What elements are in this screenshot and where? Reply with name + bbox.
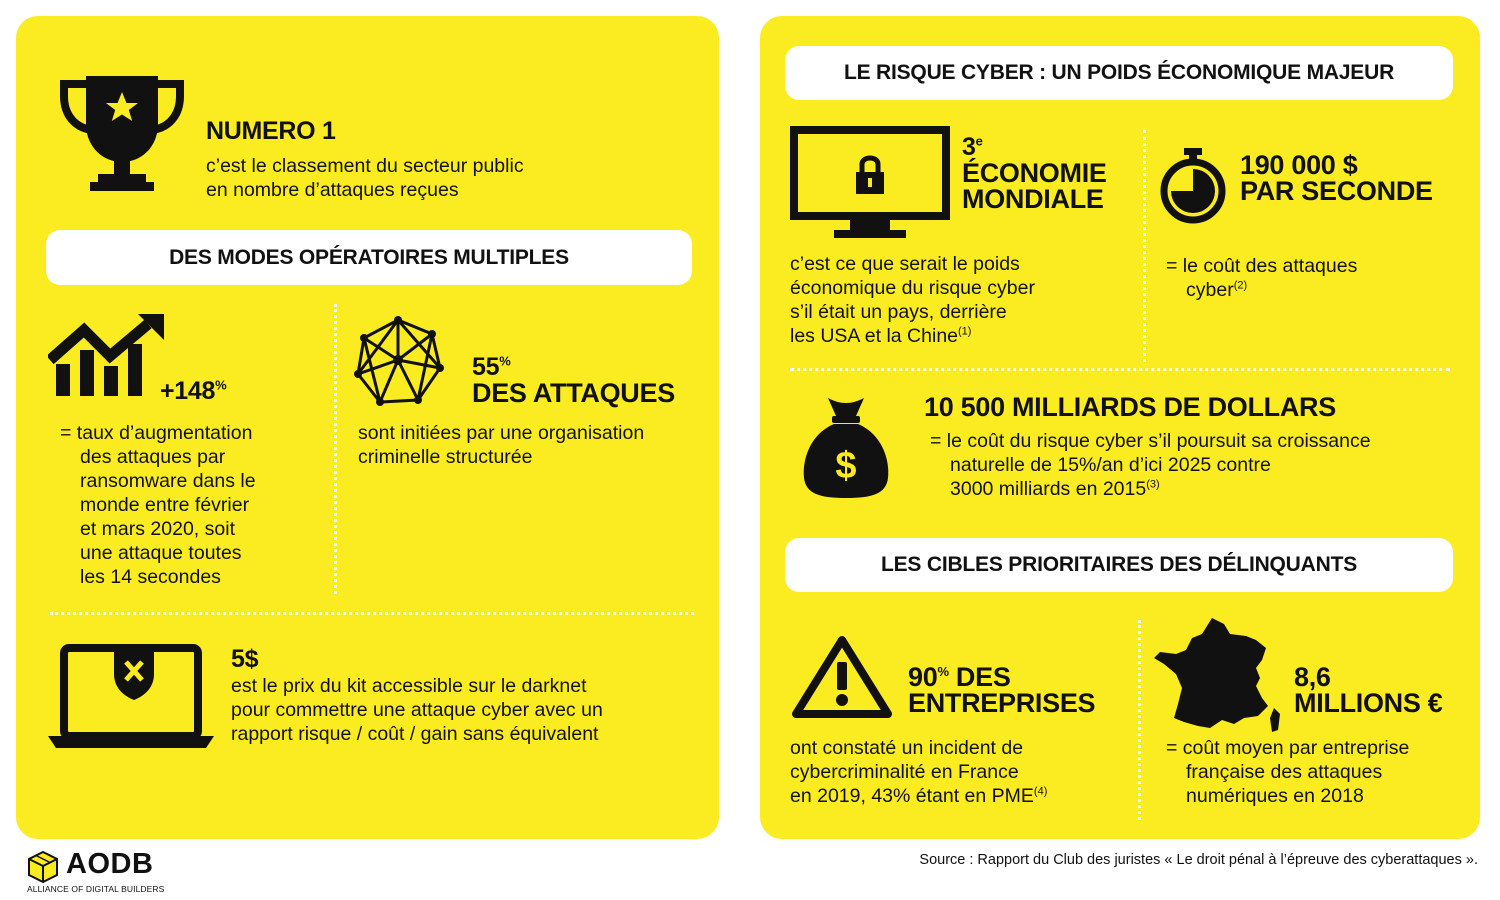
seconde-line-2 bbox=[1186, 278, 1247, 302]
laptop-shield-icon bbox=[46, 644, 216, 752]
cube-logo-icon bbox=[26, 850, 60, 884]
attaques-line-2: criminelle structurée bbox=[358, 446, 533, 468]
seconde-title-1: 190 000 $ bbox=[1240, 150, 1358, 180]
right-header: LE RISQUE CYBER : UN POIDS ÉCONOMIQUE MAJEUR bbox=[785, 46, 1453, 100]
modes-title: DES MODES OPÉRATOIRES MULTIPLES bbox=[46, 230, 692, 285]
economie-line-3: s’il était un pays, derrière bbox=[790, 301, 1007, 323]
ransomware-line-1: = taux d’augmentation bbox=[60, 422, 253, 444]
economie-line-4-text: les USA et la Chine bbox=[790, 325, 959, 347]
economie-ref: (1) bbox=[958, 325, 972, 338]
millions-line-3: numériques en 2018 bbox=[1186, 785, 1364, 807]
milliards-line-1: = le coût du risque cyber s’il poursuit sa croissance bbox=[930, 430, 1371, 452]
cibles-title: LES CIBLES PRIORITAIRES DES DÉLINQUANTS bbox=[785, 538, 1453, 592]
right-horizontal-divider bbox=[790, 368, 1450, 371]
ransomware-unit: % bbox=[215, 377, 227, 393]
attaques-title: DES ATTAQUES bbox=[472, 378, 675, 408]
vertical-divider bbox=[334, 304, 337, 594]
entreprises-line-3 bbox=[790, 784, 1047, 808]
kit-line-3: rapport risque / coût / gain sans équivalent bbox=[231, 723, 599, 745]
stopwatch-icon bbox=[1158, 148, 1228, 224]
milliards-line-3 bbox=[950, 477, 1160, 501]
horizontal-divider bbox=[50, 612, 694, 615]
economie-line-4 bbox=[790, 324, 971, 348]
network-icon bbox=[352, 316, 444, 408]
seconde-line-2-text: cyber bbox=[1186, 279, 1234, 301]
ransomware-line-7: les 14 secondes bbox=[80, 566, 221, 588]
economie-line-2: économique du risque cyber bbox=[790, 277, 1035, 299]
ransomware-line-6: une attaque toutes bbox=[80, 542, 242, 564]
seconde-title-2: PAR SECONDE bbox=[1240, 176, 1433, 206]
milliards-line-3-text: 3000 milliards en 2015 bbox=[950, 478, 1147, 500]
left-panel bbox=[16, 16, 719, 839]
economie-title-1: ÉCONOMIE bbox=[962, 158, 1107, 188]
entreprises-number: 90 bbox=[908, 662, 938, 692]
entreprises-title-1 bbox=[908, 664, 1011, 691]
entreprises-title-2: ENTREPRISES bbox=[908, 688, 1096, 718]
money-bag-icon bbox=[800, 394, 892, 500]
france-map-icon bbox=[1152, 614, 1284, 738]
growth-chart-icon bbox=[48, 314, 168, 398]
milliards-title: 10 500 MILLIARDS DE DOLLARS bbox=[924, 392, 1336, 422]
economie-rank-suffix: e bbox=[975, 133, 983, 149]
monitor-lock-icon bbox=[790, 126, 950, 240]
entreprises-des: DES bbox=[955, 662, 1011, 692]
right-vertical-divider-1 bbox=[1143, 130, 1146, 362]
attaques-line-1: sont initiées par une organisation bbox=[358, 422, 645, 444]
millions-title-1: 8,6 bbox=[1294, 662, 1331, 692]
economie-title-2: MONDIALE bbox=[962, 184, 1104, 214]
source-note: Source : Rapport du Club des juristes « Le droit pénal à l’épreuve des cyberattaques ». bbox=[919, 852, 1478, 868]
trophy-icon bbox=[60, 70, 184, 195]
attaques-unit: % bbox=[499, 353, 511, 369]
economie-line-1: c’est ce que serait le poids bbox=[790, 253, 1020, 275]
ransomware-line-5: et mars 2020, soit bbox=[80, 518, 235, 540]
kit-line-1: est le prix du kit accessible sur le darknet bbox=[231, 675, 587, 697]
ransomware-line-3: ransomware dans le bbox=[80, 470, 256, 492]
entreprises-line-1: ont constaté un incident de bbox=[790, 737, 1024, 759]
economie-rank bbox=[962, 134, 983, 160]
entreprises-unit: % bbox=[937, 664, 949, 679]
numero-line-1: c’est le classement du secteur public bbox=[206, 155, 524, 177]
ransomware-value bbox=[160, 378, 226, 404]
economie-rank-number: 3 bbox=[962, 133, 976, 161]
warning-icon bbox=[790, 634, 894, 720]
kit-title: 5$ bbox=[231, 645, 259, 673]
right-panel bbox=[760, 16, 1480, 839]
logo-tagline: ALLIANCE OF DIGITAL BUILDERS bbox=[27, 884, 165, 894]
logo-name: AODB bbox=[66, 848, 154, 880]
ransomware-line-4: monde entre février bbox=[80, 494, 250, 516]
entreprises-line-2: cybercriminalité en France bbox=[790, 761, 1019, 783]
seconde-line-1: = le coût des attaques bbox=[1166, 255, 1358, 277]
millions-line-1: = coût moyen par entreprise bbox=[1166, 737, 1410, 759]
right-vertical-divider-2 bbox=[1138, 620, 1141, 820]
seconde-ref: (2) bbox=[1233, 279, 1248, 292]
ransomware-line-2: des attaques par bbox=[80, 446, 226, 468]
aodb-logo[interactable] bbox=[26, 848, 216, 898]
numero-line-2: en nombre d’attaques reçues bbox=[206, 179, 459, 201]
millions-line-2: française des attaques bbox=[1186, 761, 1383, 783]
milliards-line-2: naturelle de 15%/an d’ici 2025 contre bbox=[950, 454, 1271, 476]
ransomware-number: +148 bbox=[160, 377, 216, 405]
milliards-ref: (3) bbox=[1146, 478, 1160, 491]
millions-title-2: MILLIONS € bbox=[1294, 688, 1443, 718]
attaques-number: 55 bbox=[472, 353, 500, 381]
kit-line-2: pour commettre une attaque cyber avec un bbox=[231, 699, 603, 721]
entreprises-line-3-text: en 2019, 43% étant en PME bbox=[790, 785, 1034, 807]
svg-text:$: $ bbox=[835, 445, 857, 487]
attaques-value bbox=[472, 354, 510, 380]
numero-title: NUMERO 1 bbox=[206, 117, 336, 145]
entreprises-ref: (4) bbox=[1033, 785, 1048, 798]
